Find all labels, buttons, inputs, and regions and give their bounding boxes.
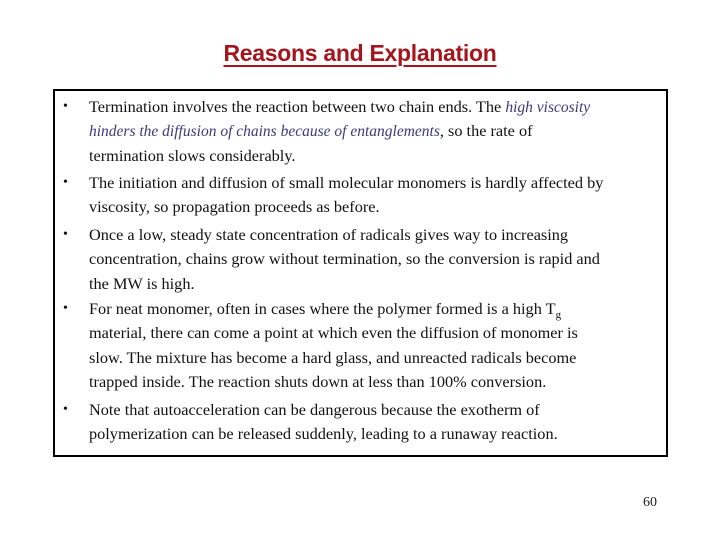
body-text: concentration, chains grow without termination, so the conversion is rapid and — [89, 249, 600, 269]
bullet-line — [89, 272, 195, 296]
body-text: Once a low, steady state concentration of radicals gives way to increasing — [89, 225, 569, 244]
emphasis-text: hinders the diffusion of chains because of entanglements — [89, 123, 440, 141]
bullet-icon: • — [63, 99, 68, 114]
bullet-line — [89, 144, 296, 168]
body-text: Note that autoacceleration can be dangerous because the exotherm of — [89, 400, 540, 419]
body-text: slow. The mixture has become a hard glass, and unreacted radicals become — [89, 347, 577, 367]
bullet-line — [89, 321, 578, 345]
body-text: Termination involves the reaction between two chain ends. The — [89, 97, 506, 116]
body-text: the MW is high. — [89, 273, 195, 293]
body-text: The initiation and diffusion of small molecular monomers is hardly affected by — [89, 173, 604, 192]
body-text: trapped inside. The reaction shuts down at less than 100% conversion. — [89, 371, 547, 391]
bullet-line — [89, 119, 533, 144]
body-text: material, there can come a point at which even the diffusion of monomer is — [89, 323, 578, 343]
body-text: , so the rate of — [439, 121, 533, 141]
bullet-line — [89, 95, 590, 120]
body-text: viscosity, so propagation proceeds as before. — [89, 197, 380, 217]
bullet-icon: • — [63, 227, 68, 242]
bullet-line — [89, 171, 603, 195]
bullet-icon: • — [63, 402, 68, 417]
content-box — [53, 89, 668, 457]
bullet-line — [89, 370, 546, 394]
body-text: polymerization can be released suddenly, leading to a runaway reaction. — [89, 424, 558, 444]
bullet-line — [89, 398, 540, 422]
page-number: 60 — [643, 495, 657, 510]
emphasis-text: high viscosity — [505, 99, 591, 116]
bullet-line — [89, 195, 380, 219]
bullet-line — [89, 223, 568, 247]
bullet-icon: • — [63, 175, 68, 190]
subscript-text: g — [555, 309, 562, 321]
slide-title: Reasons and Explanation — [223, 40, 497, 66]
body-text: For neat monomer, often in cases where the polymer formed is a high T — [89, 299, 556, 318]
body-text: termination slows considerably. — [89, 145, 296, 165]
bullet-line — [89, 247, 600, 271]
bullet-line — [89, 422, 558, 446]
bullet-icon: • — [63, 301, 68, 316]
bullet-line — [89, 346, 576, 370]
